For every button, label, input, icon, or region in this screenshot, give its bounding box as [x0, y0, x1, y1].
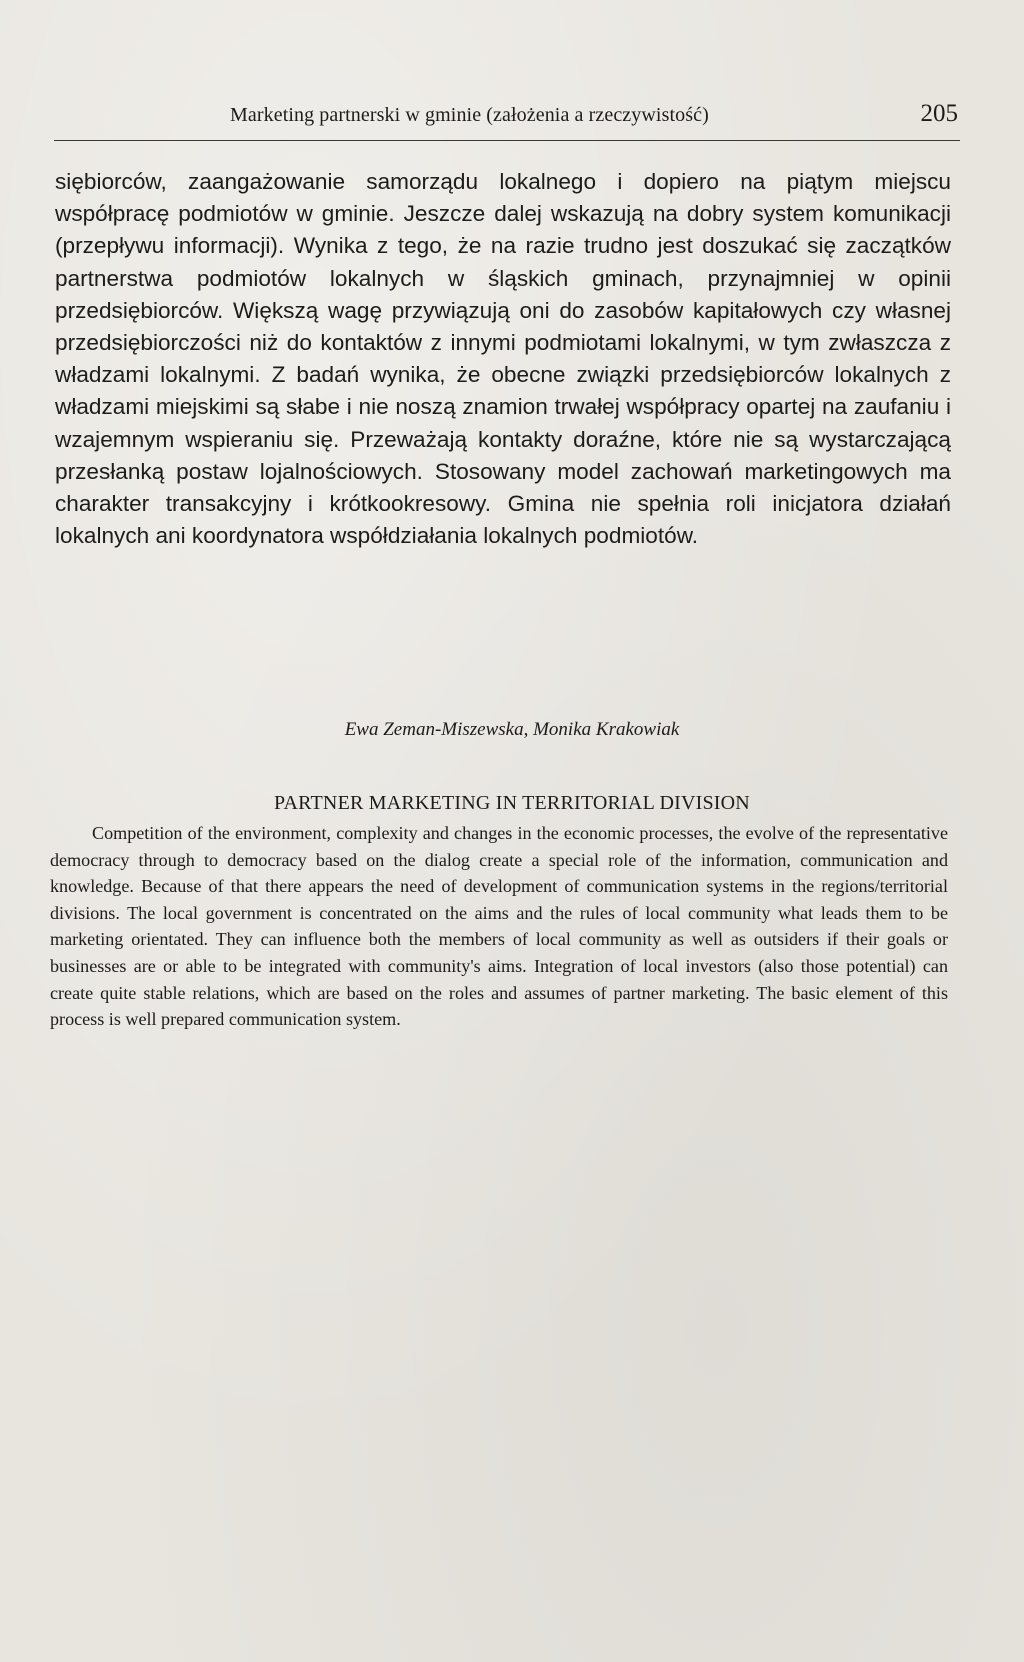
summary-paragraph [50, 820, 948, 1033]
running-title: Marketing partnerski w gminie (założenia a rzeczywistość) [230, 104, 709, 126]
body-paragraph: siębiorców, zaangażowanie samorządu lokalnego i dopiero na piątym miejscu współpracę podmiotów w gminie. Jeszcze dalej wskazują na dobry system komunikacji (przepływu informacji). Wynika z tego, że na razie trudno jest doszukać się zaczątków partnerstwa podmiotów lokalnych w śląskich gminach, przynajmniej w opinii przedsiębiorców. Większą wagę przywiązują oni do zasobów kapitałowych czy własnej przedsiębiorczości niż do kontaktów z innymi podmiotami lokalnymi, w tym zwłaszcza z władzami lokalnymi. Z badań wynika, że obecne związki przedsiębiorców lokalnych z władzami miejskimi są słabe i nie noszą znamion trwałej współpracy opartej na zaufaniu i wzajemnym wspieraniu się. Przeważają kontakty doraźne, które nie są wystarczającą przesłanką postaw lojalnościowych. Stosowany model zachowań marketingowych ma charakter transakcyjny i krótkookresowy. Gmina nie spełnia roli inicjatora działań lokalnych ani koordynatora współdziałania lokalnych podmiotów. [55, 169, 951, 549]
page-number: 205 [920, 100, 958, 127]
page-header [54, 100, 960, 141]
summary-authors: Ewa Zeman-Miszewska, Monika Krakowiak [344, 719, 680, 740]
summary-text: Competition of the environment, complexity and changes in the economic processes, the evolve of the representative democracy through to democracy based on the dialog create a special role of the information, communication and knowledge. Because of that there appears the need of development of communication systems in the regions/territorial divisions. The local government is concentrated on the aims and the rules of local community what leads them to be marketing orientated. They can influence both the members of local community as well as outsiders if their goals or businesses are or able to be integrated with community's aims. Integration of local investors (also those potential) can create quite stable relations, which are based on the roles and assumes of partner marketing. The basic element of this process is well prepared communication system. [50, 823, 948, 1030]
summary-title: PARTNER MARKETING IN TERRITORIAL DIVISION [274, 792, 750, 814]
